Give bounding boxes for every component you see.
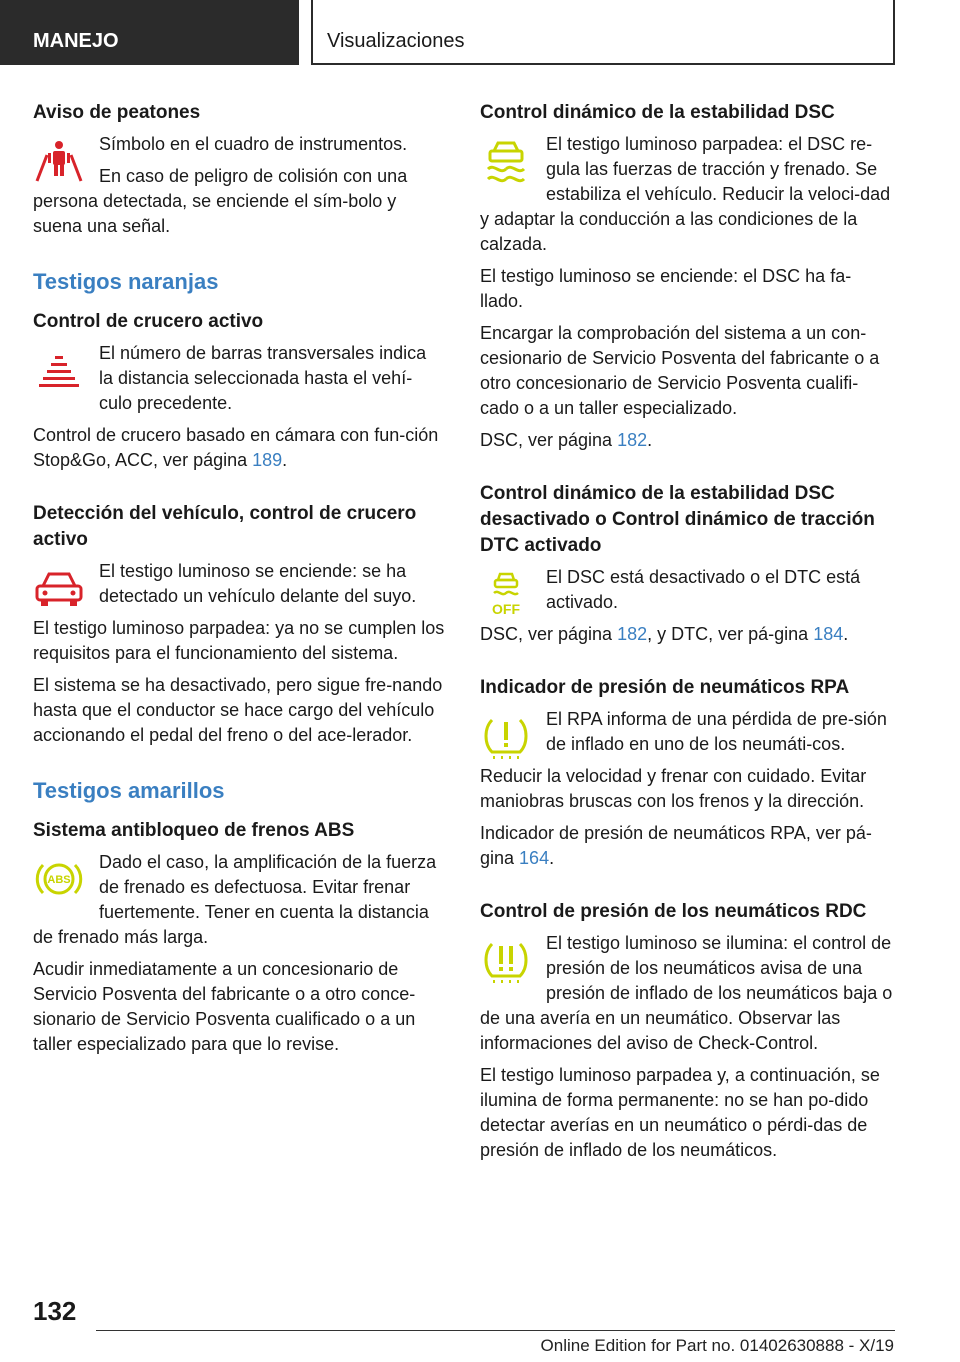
- pedestrian-warning-icon: [33, 137, 85, 185]
- heading-testigos-amarillos: Testigos amarillos: [33, 778, 225, 803]
- paragraph: Símbolo en el cuadro de instrumentos.: [99, 134, 408, 154]
- page-number: 132: [33, 1296, 77, 1326]
- paragraph: El testigo luminoso parpadea y, a continuación, se ilumina de forma permanente: no se han po‐dido detectar averías en un neumático o pérdi‐das de presión de inflado de los neumáticos.: [480, 1065, 880, 1160]
- section-deteccion-vehiculo: [33, 501, 445, 748]
- paragraph: El testigo luminoso parpadea: ya no se cumplen los requisitos para el funcionamiento del sistema.: [33, 618, 445, 663]
- section-title: Sistema antibloqueo de frenos ABS: [33, 820, 355, 841]
- section-tab: [0, 0, 299, 65]
- section-rpa: [480, 675, 894, 871]
- paragraph: En caso de peligro de colisión con una persona detectada, se enciende el sím‐bolo y suena una señal.: [33, 166, 408, 236]
- right-column: [480, 100, 894, 1191]
- dsc-off-icon: [480, 570, 532, 618]
- left-column: [33, 100, 445, 1085]
- paragraph: El testigo luminoso se enciende: se ha detectado un vehículo delante del suyo.: [99, 561, 417, 606]
- abs-label: ABS: [47, 874, 71, 886]
- section-title: Detección del vehículo, control de crucero activo: [33, 503, 417, 550]
- section-aviso-peatones: [33, 100, 445, 239]
- paragraph: DSC, ver página 182, y DTC, ver pá‐gina 184.: [480, 624, 849, 644]
- dsc-skid-icon: [480, 137, 532, 185]
- heading-testigos-naranjas: Testigos naranjas: [33, 269, 219, 294]
- vehicle-ahead-icon: [33, 564, 85, 612]
- chapter-tab: [311, 0, 895, 65]
- section-label: MANEJO: [33, 30, 119, 52]
- section-abs: [33, 818, 445, 1057]
- paragraph: Dado el caso, la amplificación de la fuerza de frenado es defectuosa. Evitar frenar fuertemente. Tener en cuenta la distancia de frenado más larga.: [33, 852, 437, 947]
- footer-divider: [96, 1330, 895, 1331]
- section-title: Aviso de peatones: [33, 102, 201, 123]
- paragraph: El sistema se ha desactivado, pero sigue fre‐nando hasta que el conductor se hace cargo del vehículo accionando el pedal del freno o del ace‐lerador.: [33, 675, 443, 745]
- section-title: Control dinámico de la estabilidad DSC desactivado o Control dinámico de tracción DTC activado: [480, 483, 875, 556]
- off-label: OFF: [492, 601, 520, 617]
- tire-pressure-icon: [480, 712, 532, 760]
- page-link[interactable]: 164: [519, 848, 550, 868]
- section-control-crucero: [33, 309, 445, 473]
- paragraph: Control de crucero basado en cámara con fun‐ción Stop&Go, ACC, ver página 189.: [33, 425, 439, 470]
- distance-bars-icon: [33, 346, 85, 394]
- paragraph: DSC, ver página 182.: [480, 430, 653, 450]
- section-rdc: [480, 899, 894, 1163]
- tire-pressure-icon: [480, 936, 532, 984]
- section-title: Control dinámico de la estabilidad DSC: [480, 102, 835, 123]
- paragraph: Encargar la comprobación del sistema a un con‐cesionario de Servicio Posventa del fabricante o a otro concesionario de Servicio Posventa cualifi‐cado o a un taller especializado.: [480, 323, 880, 418]
- paragraph: El RPA informa de una pérdida de pre‐sión de inflado en uno de los neumáti‐cos.: [546, 709, 887, 754]
- paragraph: Indicador de presión de neumáticos RPA, ver pá‐gina 164.: [480, 823, 872, 868]
- paragraph: Acudir inmediatamente a un concesionario de Servicio Posventa del fabricante o a otro conce‐sionario de Servicio Posventa cualificado o a un taller especializado para que lo revise.: [33, 959, 416, 1054]
- page-link[interactable]: 184: [813, 624, 844, 644]
- section-dsc: [480, 100, 894, 453]
- chapter-label: Visualizaciones: [327, 30, 465, 52]
- section-title: Indicador de presión de neumáticos RPA: [480, 677, 850, 698]
- paragraph: El testigo luminoso se enciende: el DSC ha fa‐llado.: [480, 266, 852, 311]
- section-title: Control de presión de los neumáticos RDC: [480, 901, 867, 922]
- paragraph: El testigo luminoso parpadea: el DSC re‐gula las fuerzas de tracción y frenado. Se estabiliza el vehículo. Reducir la veloci‐dad y adaptar la conducción a las condiciones de la calzada.: [480, 134, 891, 254]
- abs-icon: [33, 855, 85, 903]
- paragraph: El número de barras transversales indica la distancia seleccionada hasta el vehí‐culo precedente.: [99, 343, 427, 413]
- paragraph: Reducir la velocidad y frenar con cuidado. Evitar maniobras bruscas con los frenos y la dirección.: [480, 766, 867, 811]
- page-link[interactable]: 182: [617, 624, 648, 644]
- paragraph: El testigo luminoso se ilumina: el control de presión de los neumáticos avisa de una presión de inflado de los neumáticos baja o de una avería en un neumático. Observar las informaciones del aviso de Check-Control.: [480, 933, 893, 1053]
- footer-edition: Online Edition for Part no. 01402630888 - X/19: [540, 1336, 894, 1355]
- section-dsc-off: [480, 481, 894, 647]
- page-link[interactable]: 182: [617, 430, 648, 450]
- page-link[interactable]: 189: [252, 450, 283, 470]
- paragraph: El DSC está desactivado o el DTC está activado.: [546, 567, 861, 612]
- section-title: Control de crucero activo: [33, 311, 264, 332]
